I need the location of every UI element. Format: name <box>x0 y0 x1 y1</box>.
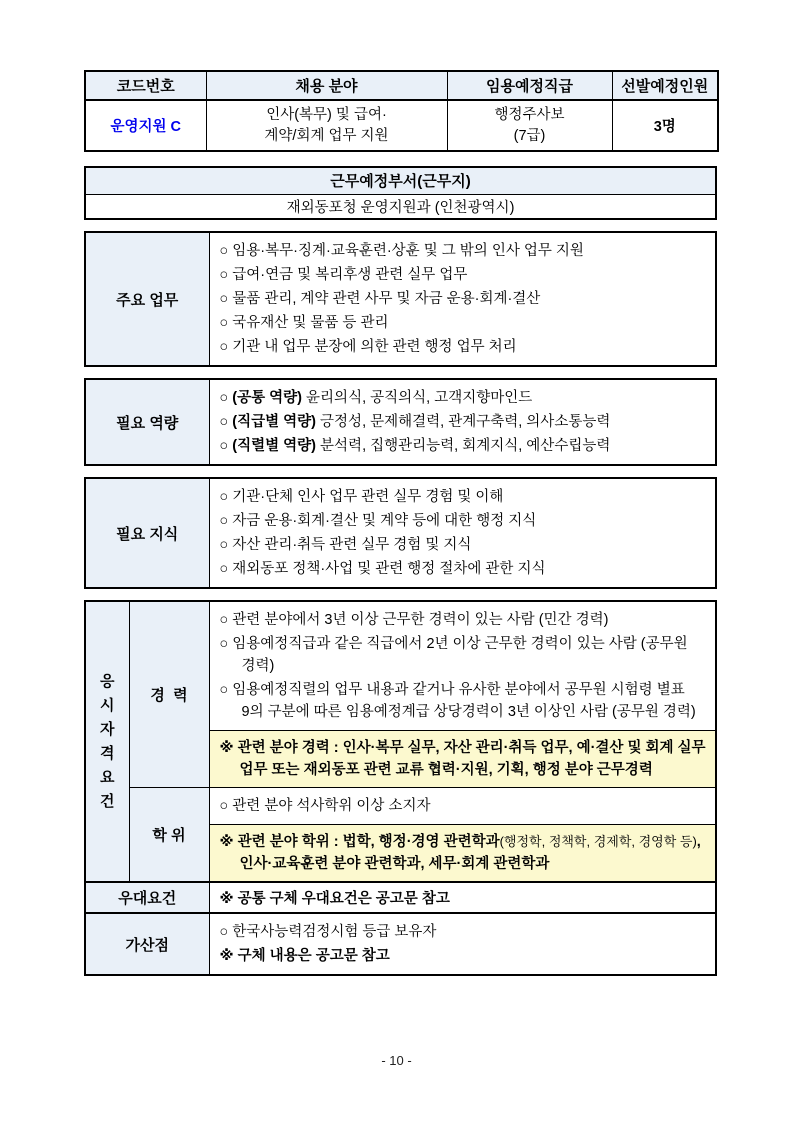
career-item: ○ 관련 분야에서 3년 이상 근무한 경력이 있는 사람 (민간 경력) <box>219 612 609 628</box>
degree-bullet-row <box>85 788 716 825</box>
department-title: 근무예정부서(근무지) <box>85 167 716 194</box>
main-duties-content <box>209 232 716 366</box>
document-page <box>84 70 717 976</box>
header-code-number: 코드번호 <box>85 71 206 100</box>
competency-item: ○ (직급별 역량) 긍정성, 문제해결력, 관계구축력, 의사소통능력 <box>219 414 611 430</box>
bonus-item: ○ 한국사능력검정시험 등급 보유자 <box>219 924 437 940</box>
bonus-row <box>85 913 716 975</box>
qualifications-vertical-label-cell <box>85 601 129 882</box>
header-selection-count: 선발예정인원 <box>612 71 718 100</box>
grade-line1: 행정주사보 <box>494 106 565 123</box>
page-number: - 10 - <box>381 1053 412 1068</box>
header-recruit-field: 채용 분야 <box>206 71 447 100</box>
career-item: ○ 임용예정직렬의 업무 내용과 같거나 유사한 분야에서 공무원 시험령 별표 9의 구분에 따른 임용예정계급 상당경력이 3년 이상인 사람 (공무원 경력) <box>219 682 696 720</box>
bonus-note: ※ 구체 내용은 공고문 참고 <box>219 948 390 964</box>
knowledge-table <box>84 477 717 589</box>
degree-label: 학 위 <box>152 827 186 844</box>
duty-item: ○ 물품 관리, 계약 관련 사무 및 자금 운용·회계·결산 <box>219 291 541 307</box>
career-content <box>209 601 716 731</box>
knowledge-item: ○ 기관·단체 인사 업무 관련 실무 경험 및 이해 <box>219 489 504 505</box>
code-number-value: 운영지원 C <box>85 100 206 151</box>
qualifications-table <box>84 600 717 976</box>
bonus-content <box>209 913 716 975</box>
competency-item: ○ (공통 역량) 윤리의식, 공직의식, 고객지향마인드 <box>219 390 533 406</box>
competency-item: ○ (직렬별 역량) 분석력, 집행관리능력, 회계지식, 예산수립능력 <box>219 438 611 454</box>
header-expected-grade: 임용예정직급 <box>447 71 612 100</box>
duty-item: ○ 임용·복무·징계·교육훈련·상훈 및 그 밖의 인사 업무 지원 <box>219 243 584 259</box>
recruit-field-line1: 인사(복무) 및 급여· <box>266 106 387 123</box>
department-header-row <box>85 167 716 194</box>
competencies-label: 필요 역량 <box>85 379 209 465</box>
career-note: ※ 관련 분야 경력 : 인사·복무 실무, 자산 관리·취득 업무, 예·결산 및 회계 실무 업무 또는 재외동포 관련 교류 협력·지원, 기획, 행정 분야 근무경력 <box>219 740 706 778</box>
competencies-content <box>209 379 716 465</box>
preference-label: 우대요건 <box>85 882 209 913</box>
department-value: 재외동포청 운영지원과 (인천광역시) <box>85 194 716 219</box>
career-bullets-row <box>85 601 716 731</box>
knowledge-item: ○ 재외동포 정책·사업 및 관련 행정 절차에 관한 지식 <box>219 561 546 577</box>
recruit-data-row <box>85 100 718 151</box>
degree-item: ○ 관련 분야 석사학위 이상 소지자 <box>219 798 431 814</box>
knowledge-item: ○ 자금 운용·회계·결산 및 계약 등에 대한 행정 지식 <box>219 513 537 529</box>
department-table <box>84 166 717 220</box>
degree-label-cell <box>129 788 209 883</box>
degree-note-cell <box>209 825 716 883</box>
career-note-cell <box>209 731 716 788</box>
recruit-summary-table <box>84 70 719 152</box>
career-label-cell <box>129 601 209 788</box>
qualifications-label: 응시자격요건 <box>100 672 115 810</box>
knowledge-content <box>209 478 716 588</box>
career-item: ○ 임용예정직급과 같은 직급에서 2년 이상 근무한 경력이 있는 사람 (공무원 경력) <box>219 636 688 674</box>
expected-grade-value <box>447 100 612 151</box>
preference-row <box>85 882 716 913</box>
competencies-table <box>84 378 717 466</box>
department-value-row <box>85 194 716 219</box>
grade-line2: (7급) <box>513 127 546 144</box>
main-duties-table <box>84 231 717 367</box>
selection-count-value: 3명 <box>612 100 718 151</box>
main-duties-label: 주요 업무 <box>85 232 209 366</box>
recruit-field-value <box>206 100 447 151</box>
recruit-field-line2: 계약/회계 업무 지원 <box>264 127 389 144</box>
knowledge-item: ○ 자산 관리·취득 관련 실무 경험 및 지식 <box>219 537 472 553</box>
duty-item: ○ 국유재산 및 물품 등 관리 <box>219 315 389 331</box>
duty-item: ○ 기관 내 업무 분장에 의한 관련 행정 업무 처리 <box>219 339 517 355</box>
degree-note: ※ 관련 분야 학위 : 법학, 행정·경영 관련학과(행정학, 정책학, 경제학, 경영학 등), 인사·교육훈련 분야 관련학과, 세무·회계 관련학과 <box>219 834 701 872</box>
career-label: 경 력 <box>150 687 188 704</box>
bonus-label: 가산점 <box>85 913 209 975</box>
preference-text: ※ 공통 구체 우대요건은 공고문 참고 <box>209 882 716 913</box>
recruit-header-row <box>85 71 718 100</box>
knowledge-label: 필요 지식 <box>85 478 209 588</box>
duty-item: ○ 급여·연금 및 복리후생 관련 실무 업무 <box>219 267 468 283</box>
degree-content <box>209 788 716 825</box>
